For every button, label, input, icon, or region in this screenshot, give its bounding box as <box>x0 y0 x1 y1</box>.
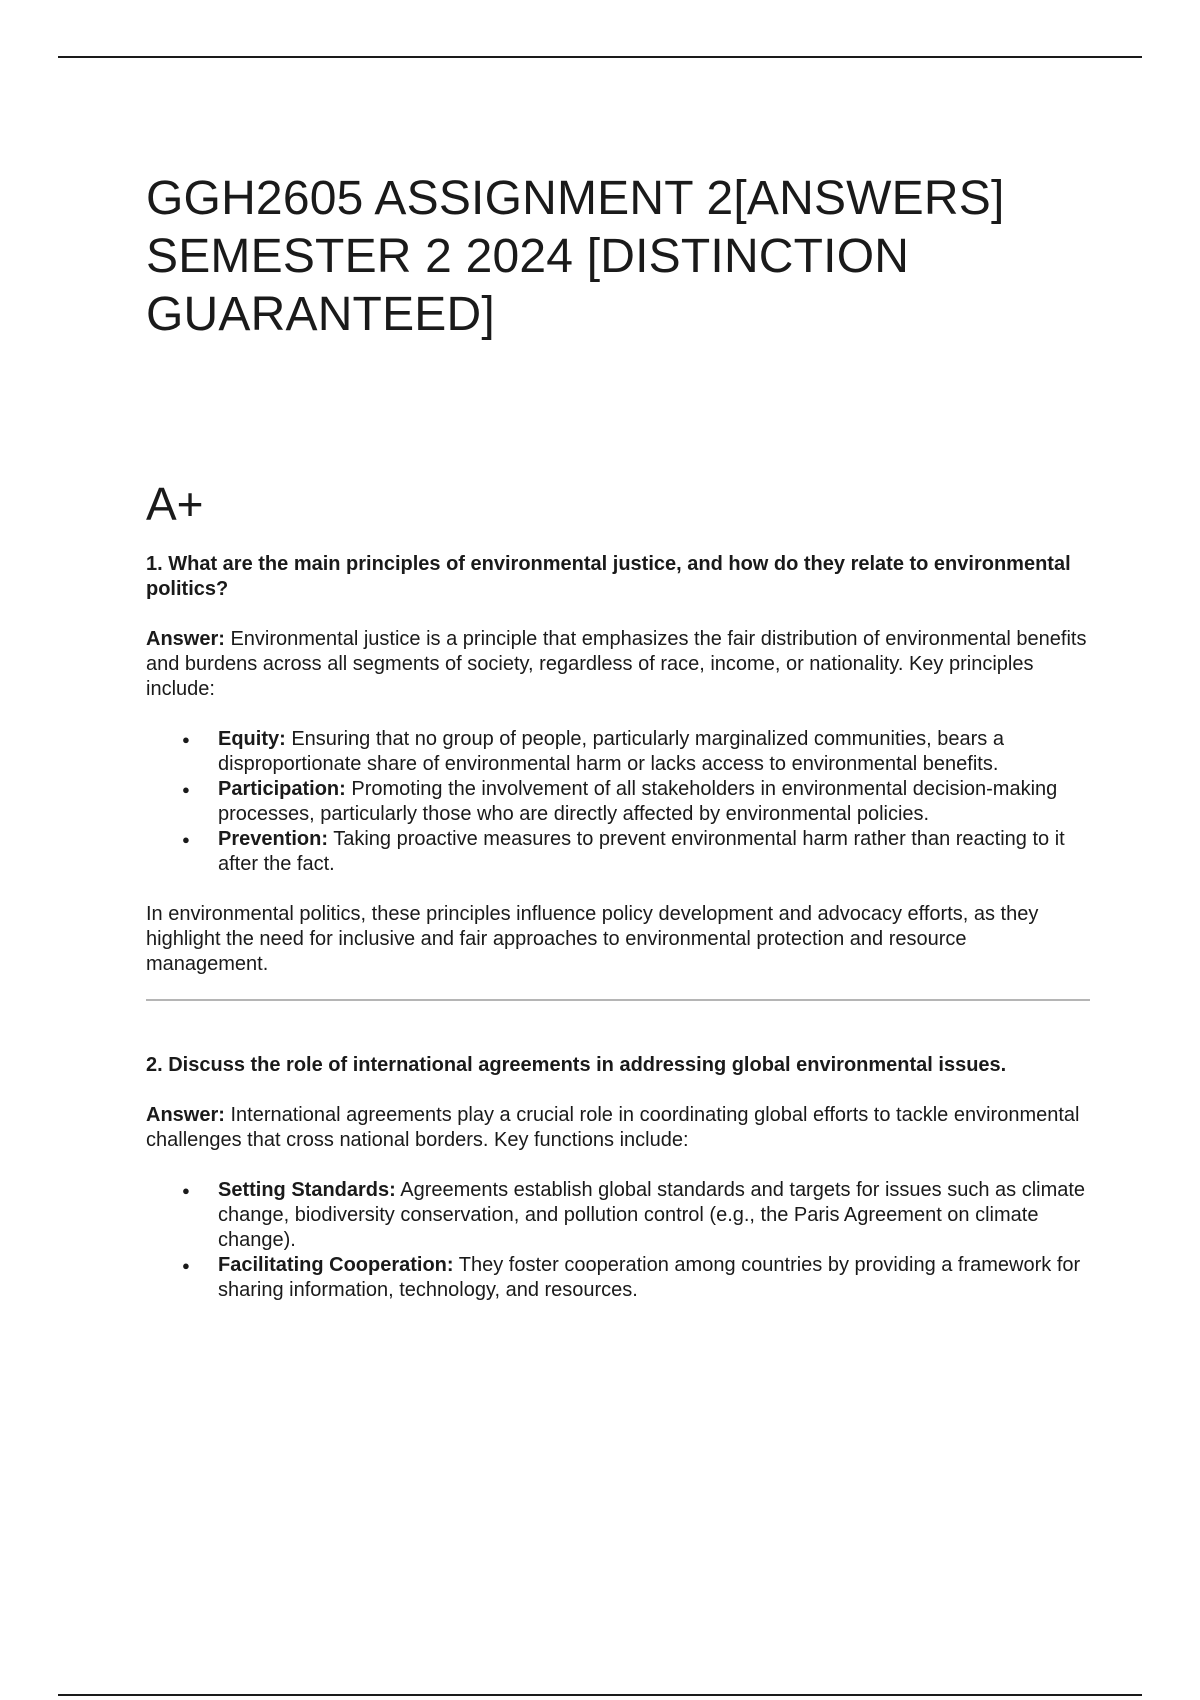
bullet-term: Prevention: <box>218 828 329 850</box>
bullet-text: Taking proactive measures to prevent environmental harm rather than reacting to it after the fact. <box>218 828 1065 875</box>
bullet-term: Setting Standards: <box>218 1179 396 1201</box>
list-item <box>218 827 1090 877</box>
question-2-answer <box>146 1103 1090 1153</box>
grade-label: A+ <box>146 478 204 530</box>
question-1-section <box>146 552 1090 977</box>
answer-text: Environmental justice is a principle that emphasizes the fair distribution of environmental benefits and burdens across all segments of society, regardless of race, income, or nationality. Key principles include: <box>146 628 1087 700</box>
list-item <box>218 777 1090 827</box>
bullet-term: Participation: <box>218 778 346 800</box>
question-1-heading: 1. What are the main principles of environmental justice, and how do they relate to environmental politics? <box>146 553 1071 600</box>
bullet-text: Promoting the involvement of all stakeholders in environmental decision-making processes, particularly those who are directly affected by environmental policies. <box>218 778 1058 825</box>
section-divider <box>146 999 1090 1001</box>
document-body <box>146 170 1090 1303</box>
question-2-bullet-list <box>146 1178 1090 1303</box>
document-title: GGH2605 ASSIGNMENT 2[ANSWERS] SEMESTER 2 2024 [DISTINCTION GUARANTEED] <box>146 172 1005 341</box>
bottom-rule <box>58 1694 1142 1696</box>
question-1-answer <box>146 627 1090 702</box>
question-1-bullet-list <box>146 727 1090 877</box>
bullet-text: Ensuring that no group of people, particularly marginalized communities, bears a disproportionate share of environmental harm or lacks access to environmental benefits. <box>218 728 1004 775</box>
bullet-term: Facilitating Cooperation: <box>218 1254 454 1276</box>
question-2-heading: 2. Discuss the role of international agreements in addressing global environmental issues. <box>146 1054 1007 1076</box>
bullet-text: Agreements establish global standards and targets for issues such as climate change, biodiversity conservation, and pollution control (e.g., the Paris Agreement on climate change). <box>218 1179 1086 1251</box>
bullet-term: Equity: <box>218 728 286 750</box>
top-rule <box>58 56 1142 58</box>
answer-text: International agreements play a crucial role in coordinating global efforts to tackle environmental challenges that cross national borders. Key functions include: <box>146 1104 1080 1151</box>
answer-label: Answer: <box>146 628 225 650</box>
bullet-text: They foster cooperation among countries by providing a framework for sharing information, technology, and resources. <box>218 1254 1081 1301</box>
list-item <box>218 1178 1090 1253</box>
question-2-section <box>146 1053 1090 1303</box>
answer-label: Answer: <box>146 1104 225 1126</box>
question-1-closing-paragraph: In environmental politics, these principles influence policy development and advocacy efforts, as they highlight the need for inclusive and fair approaches to environmental protection and resource management. <box>146 903 1039 975</box>
list-item <box>218 727 1090 777</box>
list-item <box>218 1253 1090 1303</box>
